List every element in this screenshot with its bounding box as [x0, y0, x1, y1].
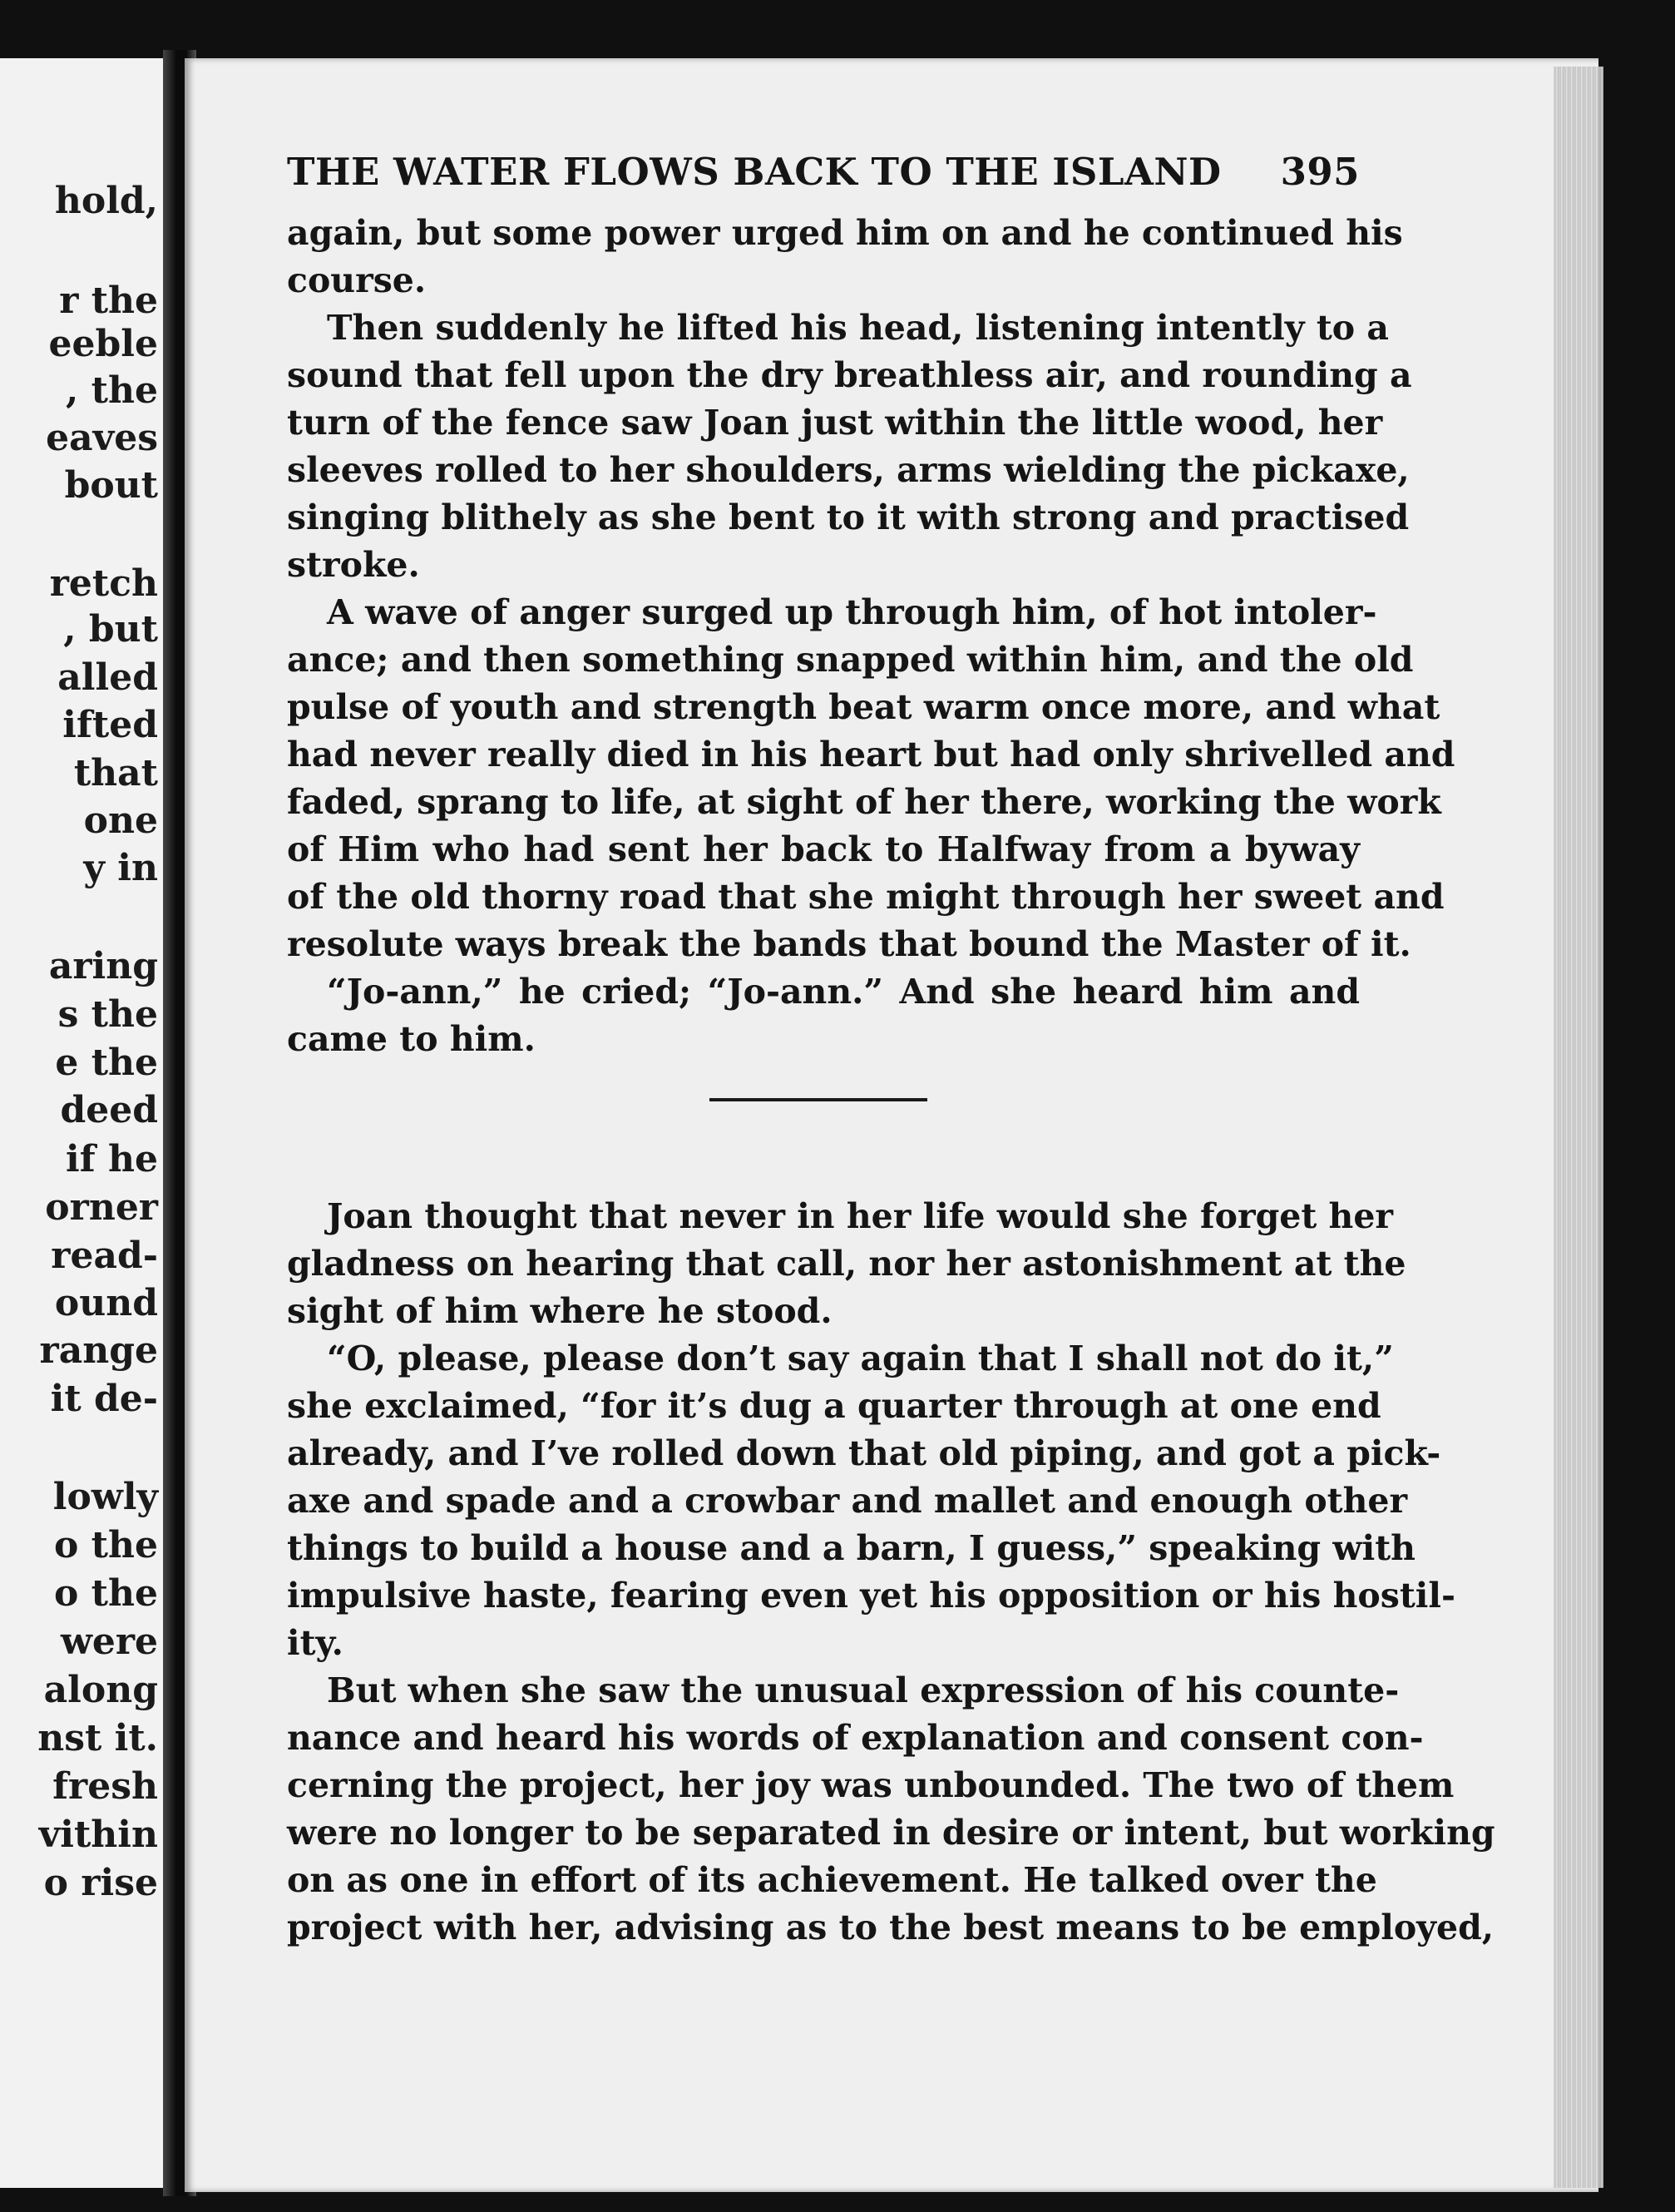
facing-page-left — [0, 58, 163, 2188]
text-line: sleeves rolled to her shoulders, arms wielding the pickaxe, — [287, 450, 1410, 490]
text-line: things to build a house and a barn, I guess,” speaking with — [287, 1528, 1416, 1568]
facing-page-fragment: deed — [60, 1089, 158, 1131]
text-line: ity. — [287, 1623, 343, 1663]
facing-page-fragment: o the — [54, 1572, 158, 1615]
text-line: of the old thorny road that she might through her sweet and — [287, 877, 1445, 917]
text-line: were no longer to be separated in desire or intent, but working — [287, 1813, 1495, 1853]
facing-page-fragment: o the — [54, 1524, 158, 1566]
facing-page-fragment: that — [73, 752, 158, 794]
text-line: sight of him where he stood. — [287, 1291, 833, 1331]
facing-page-fragment: bout — [64, 464, 158, 507]
text-line: sound that fell upon the dry breathless air, and rounding a — [287, 355, 1412, 395]
facing-page-fragment: orner — [45, 1186, 158, 1229]
paragraph — [287, 1335, 1455, 1667]
facing-page-fragment: s the — [57, 993, 158, 1036]
text-line: nance and heard his words of explanation and consent con- — [287, 1718, 1424, 1758]
text-line: Then suddenly he lifted his head, listening intently to a — [327, 308, 1389, 348]
facing-page-fragment: retch — [49, 562, 158, 605]
body-text-after-break — [287, 1193, 1495, 1952]
text-line: ance; and then something snapped within him, and the old — [287, 640, 1414, 680]
facing-page-fragment: one — [83, 799, 158, 842]
text-line: faded, sprang to life, at sight of her there, working the work — [287, 782, 1441, 822]
facing-page-fragment: eaves — [46, 417, 158, 459]
text-line: Joan thought that never in her life would she forget her — [327, 1196, 1394, 1236]
facing-page-fragment: were — [60, 1621, 158, 1663]
paragraph — [287, 1667, 1495, 1952]
paragraph — [287, 210, 1403, 304]
text-line: of Him who had sent her back to Halfway from a byway — [287, 829, 1360, 869]
facing-page-fragment: e the — [55, 1042, 158, 1084]
text-line: again, but some power urged him on and he continued his — [287, 213, 1403, 253]
text-line: came to him. — [287, 1019, 536, 1059]
text-line: had never really died in his heart but had only shrivelled and — [287, 735, 1455, 774]
page-text-block — [287, 150, 1495, 1952]
facing-page-fragment: if he — [66, 1138, 158, 1180]
text-line: course. — [287, 260, 427, 300]
facing-page-fragment: aring — [48, 945, 158, 987]
facing-page-fragment: lowly — [52, 1476, 158, 1518]
facing-page-fragment: alled — [57, 656, 158, 699]
facing-page-fragment: hold, — [54, 180, 158, 222]
paragraph — [287, 304, 1412, 589]
facing-page-fragment: range — [39, 1329, 158, 1372]
page-edge-stack — [1554, 67, 1603, 2188]
text-line: “Jo-ann,” he cried; “Jo-ann.” And she heard him and — [327, 972, 1360, 1012]
text-line: cerning the project, her joy was unbounded. The two of them — [287, 1765, 1455, 1805]
text-line: she exclaimed, “for it’s dug a quarter through at one end — [287, 1386, 1381, 1426]
facing-page-fragment: it de- — [50, 1378, 158, 1420]
facing-page-fragment: vithin — [38, 1814, 158, 1856]
facing-page-fragment: along — [43, 1669, 158, 1711]
text-line: impulsive haste, fearing even yet his opposition or his hostil- — [287, 1576, 1455, 1616]
text-line: pulse of youth and strength beat warm once more, and what — [287, 687, 1440, 727]
facing-page-fragment: , the — [66, 369, 158, 412]
facing-page-fragment: r the — [59, 280, 158, 322]
text-line: project with her, advising as to the best means to be employed, — [287, 1908, 1495, 1947]
running-head — [287, 150, 1360, 210]
body-text-before-break — [287, 210, 1455, 1063]
facing-page-fragment: , but — [63, 608, 158, 651]
text-line: But when she saw the unusual expression of his counte- — [327, 1670, 1400, 1710]
running-head-title: THE WATER FLOWS BACK TO THE ISLAND — [287, 150, 1222, 194]
text-line: axe and spade and a crowbar and mallet and enough other — [287, 1481, 1408, 1521]
text-line: turn of the fence saw Joan just within the little wood, her — [287, 403, 1383, 443]
text-line: singing blithely as she bent to it with strong and practised — [287, 497, 1410, 537]
facing-page-fragment: read- — [51, 1235, 158, 1277]
page-number: 395 — [1280, 150, 1360, 194]
text-line: on as one in effort of its achievement. He talked over the — [287, 1860, 1377, 1900]
text-line: “O, please, please don’t say again that I shall not do it,” — [327, 1339, 1394, 1378]
facing-page-fragment: ound — [54, 1282, 158, 1324]
section-break-rule — [709, 1098, 927, 1101]
paragraph — [287, 589, 1455, 968]
facing-page-fragment: fresh — [52, 1765, 158, 1808]
facing-page-fragment: nst it. — [37, 1717, 158, 1759]
paragraph — [287, 1193, 1406, 1335]
text-line: resolute ways break the bands that bound the Master of it. — [287, 924, 1411, 964]
facing-page-fragment: y in — [83, 847, 158, 889]
facing-page-fragment: eeble — [48, 323, 158, 365]
facing-page-fragment: o rise — [43, 1862, 158, 1904]
text-line: stroke. — [287, 545, 420, 585]
facing-page-fragment: ifted — [62, 704, 158, 746]
text-line: gladness on hearing that call, nor her astonishment at the — [287, 1244, 1406, 1284]
text-line: A wave of anger surged up through him, of hot intoler- — [327, 592, 1377, 632]
text-line: already, and I’ve rolled down that old piping, and got a pick- — [287, 1433, 1441, 1473]
paragraph — [287, 968, 1360, 1063]
